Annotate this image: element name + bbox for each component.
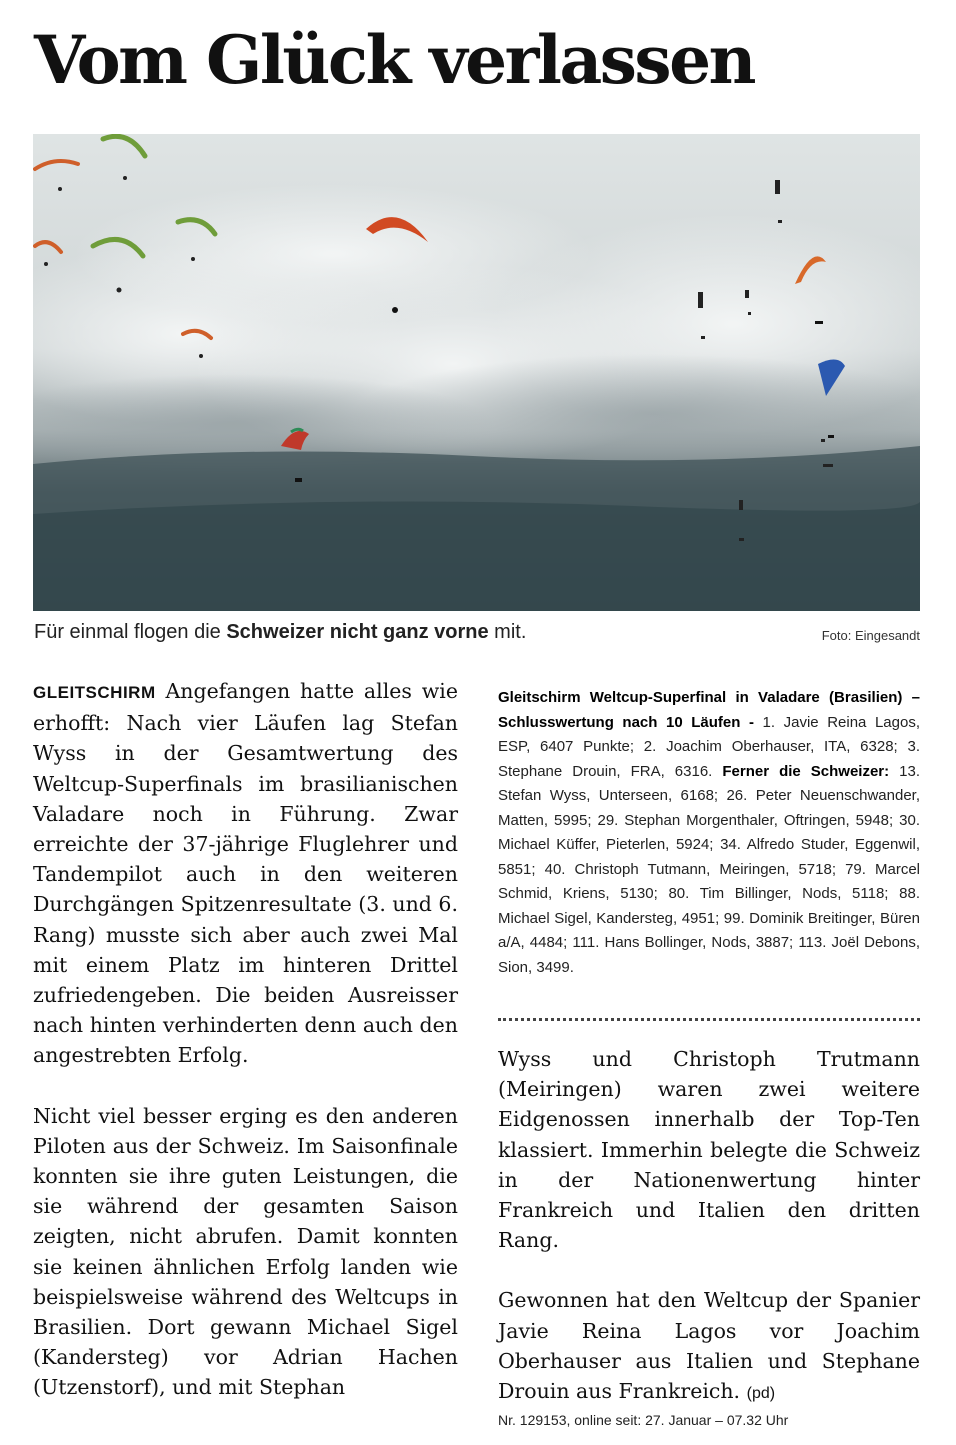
photo-credit: Foto: Eingesandt [821,628,920,643]
results-box [498,686,920,980]
author-signature: (pd) [746,1385,776,1403]
right-paragraph-1: Wyss und Christoph Trutmann (Meiringen) waren zwei weitere Eidgenossen innerhalb der Top-Ten klassiert. Immerhin belegte die Schweiz in der Nationenwertung hinter Frankreich und Italien den dritten Rang. [498,1047,920,1253]
right-paragraph-2-text: Gewonnen hat den Weltcup der Spanier Javie Reina Lagos vor Joachim Oberhauser aus Italien und Stephane Drouin aus Frankreich. [498,1288,920,1404]
headline: Vom Glück verlassen [34,21,755,99]
caption-text-end: mit. [488,621,527,643]
left-paragraph-1-text: Angefangen hatte alles wie erhofft: Nach vier Läufen lag Stefan Wyss in der Gesamtwertung des Weltcup-Superfinals im brasilianischen Valadare noch in Führung. Zwar erreichte der 37-jährige Fluglehrer und Tandempilot auch in den weiteren Durchgängen Spitzenresultate (3. und 6. Rang) musste sich aber auch zwei Mal mit einem Platz im hinteren Drittel zufriedengeben. Die beiden Ausreisser nach hinten verhinderten denn auch den angestrebten Erfolg. [33,679,458,1068]
right-column [498,1044,920,1431]
left-column [33,676,458,1403]
results-top-three: 1. Javie Reina Lagos, ESP, 6407 Punkte; 2. Joachim Oberhauser, ITA, 6328; 3. Stephane Drouin, FRA, 6316. [498,713,920,780]
caption-text: Für einmal flogen die [34,621,227,643]
paragliders-image [33,134,920,611]
results-swiss-label: Ferner die Schweizer: [722,762,890,780]
photo-caption [34,618,920,646]
paragliders-photo [33,134,920,611]
kicker: GLEITSCHIRM [33,683,156,702]
left-paragraph-1 [33,676,458,1071]
left-paragraph-2: Nicht viel besser erging es den anderen Piloten aus der Schweiz. Im Saisonfinale konnten sie ihre guten Leistungen, die sie während der gesamten Saison zeigten, nicht abrufen. Damit konnten sie keinen ähnlichen Erfolg landen wie beispielsweise während des Weltcups in Brasilien. Dort gewann Michael Sigel (Kandersteg) vor Adrian Hachen (Utzenstorf), und mit Stephan [33,1103,458,1400]
results-swiss-list: 13. Stefan Wyss, Unterseen, 6168; 26. Peter Neuenschwander, Matten, 5995; 29. Stephan Morgenthaler, Oftringen, 5948; 30. Michael Küffer, Pieterlen, 5924; 34. Alfredo Studer, Eggenwil, 5851; 40. Christoph Tutmann, Meiringen, 5718; 79. Marcel Schmid, Kriens, 5130; 80. Tim Billinger, Nods, 5118; 88. Michael Sigel, Kandersteg, 4951; 99. Dominik Breitinger, Büren a/A, 4484; 111. Hans Bollinger, Nods, 3887; 113. Joël Debons, Sion, 3499. [498,762,921,976]
online-footer: Nr. 129153, online seit: 27. Januar – 07.32 Uhr [498,1412,789,1429]
results-heading: Gleitschirm Weltcup-Superfinal in Valadare (Brasilien) – Schlusswertung nach 10 Läufen - [498,689,920,731]
caption-bold-text: Schweizer nicht ganz vorne [226,621,489,643]
right-paragraph-2 [498,1285,920,1409]
dotted-divider [498,1018,920,1021]
